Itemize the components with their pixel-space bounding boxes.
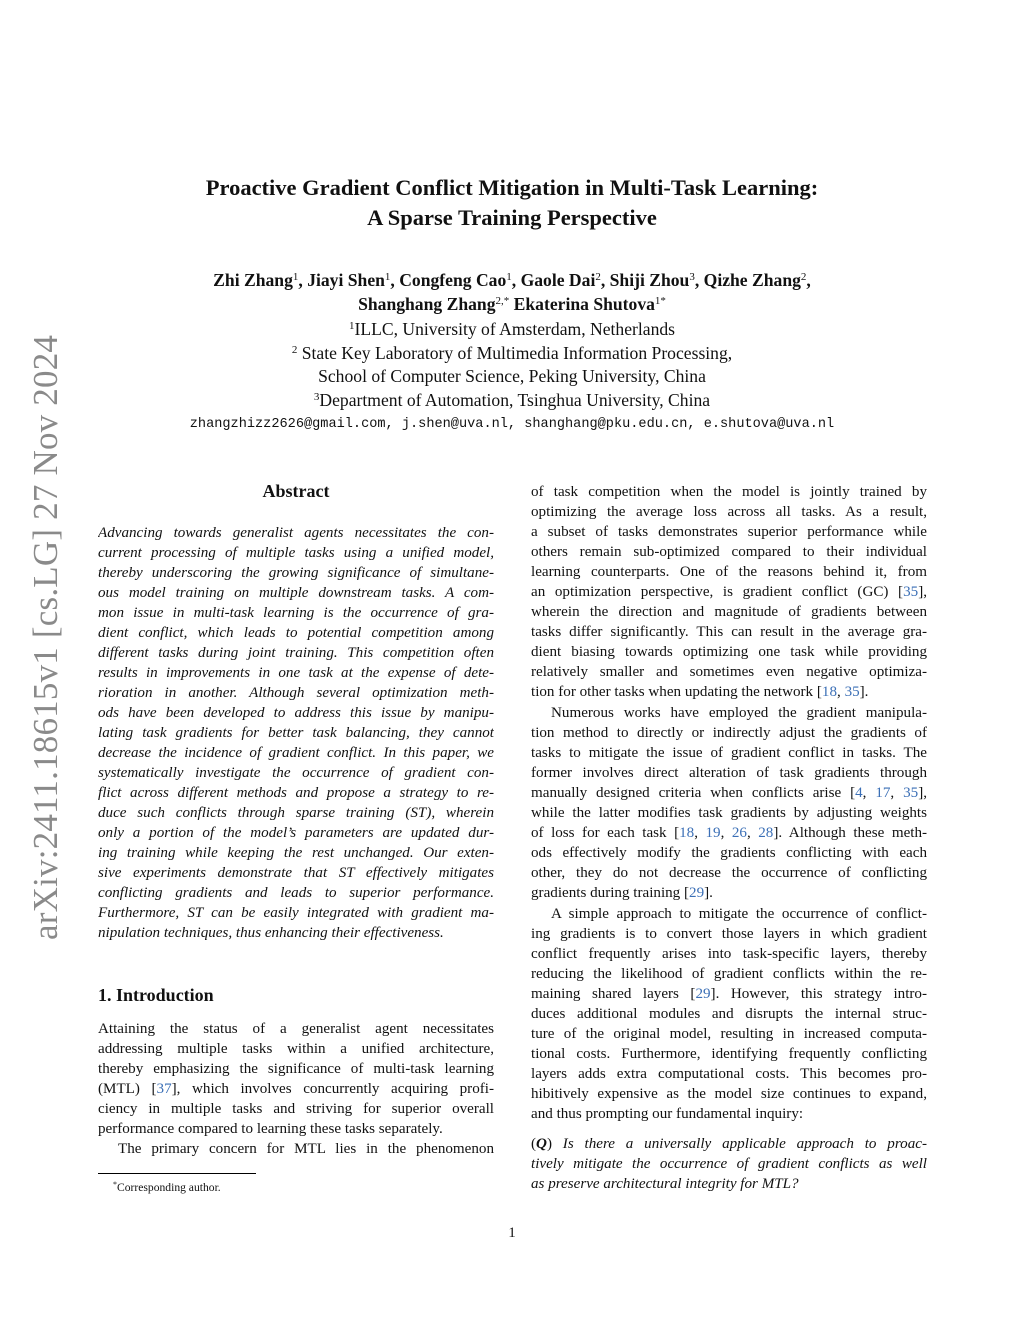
footnote — [113, 1177, 221, 1196]
text-line: results in improvements in one task at the expense of dete- — [98, 665, 494, 681]
author-name: Congfeng Cao — [399, 270, 507, 290]
text-line: gradients during training [29]. — [531, 885, 713, 901]
text-line: addressing multiple tasks within a unified architecture, — [98, 1041, 494, 1057]
page-number: 1 — [508, 1225, 516, 1241]
text-line: wherein the direction and magnitude of gradients between — [531, 604, 927, 620]
author-sep: , — [511, 270, 521, 290]
abstract-body — [98, 523, 494, 943]
text-line: nipulation techniques, thus enhancing their effectiveness. — [98, 925, 444, 941]
text-line: sive experiments demonstrate that ST effectively mitigates — [98, 865, 494, 881]
author-name: Ekaterina Shutova — [513, 294, 655, 314]
author-affil-mark: 2 — [800, 271, 807, 283]
author-line-2 — [100, 292, 924, 316]
author-affil-mark: 3 — [689, 271, 695, 283]
affil-mark: 2 — [291, 343, 298, 356]
text-line: dient biasing towards optimizing one task while providing — [531, 644, 927, 660]
text-line: rioration in another. Although several optimization meth- — [98, 685, 494, 701]
title-line-2: A Sparse Training Perspective — [367, 205, 657, 230]
affiliation-1 — [100, 318, 924, 342]
affil-text: ILLC, University of Amsterdam, Netherlands — [354, 319, 676, 339]
text-line: ing training while keeping the rest unchanged. Our exten- — [98, 845, 494, 861]
citation-link[interactable]: 19 — [705, 825, 721, 841]
author-name: Shiji Zhou — [609, 270, 690, 290]
text-line: Advancing towards generalist agents necessitates the con- — [98, 525, 494, 541]
author-affil-mark: 1* — [654, 295, 666, 307]
text-line: different tasks during joint training. This competition often — [98, 645, 494, 661]
text-line: tasks differ significantly. This can result in the average gra- — [531, 624, 927, 640]
affiliation-3 — [100, 389, 924, 413]
text-line: ing gradients is to convert those layers in which gradient — [531, 926, 927, 942]
author-sep: , — [806, 270, 811, 290]
text-line: ods have been developed to address this issue by manipu- — [98, 705, 494, 721]
text-line: tion method to directly or indirectly adjust the gradients of — [531, 725, 927, 741]
question-line: tively mitigate the occurrence of gradient conflicts as well — [531, 1156, 927, 1172]
author-affil-mark: 1 — [292, 271, 299, 283]
footnote-rule — [98, 1173, 256, 1174]
text-line: mon issue in multi-task learning is the occurrence of gra- — [98, 605, 494, 621]
citation-link[interactable]: 29 — [695, 986, 711, 1002]
author-affil-mark: 2,* — [495, 295, 510, 307]
text-line: tional costs. Furthermore, identifying frequently conflicting — [531, 1046, 927, 1062]
text-line: other, they do not decrease the occurrence of conflicting — [531, 865, 927, 881]
text-line: of loss for each task [18, 19, 26, 28]. Although these meth- — [531, 825, 927, 841]
text-line: ciency in multiple tasks and striving for superior overall — [98, 1101, 494, 1117]
author-name: Jiayi Shen — [307, 270, 385, 290]
author-emails[interactable]: zhangzhizz2626@gmail.com, j.shen@uva.nl, shanghang@pku.edu.cn, e.shutova@uva.nl — [189, 417, 835, 432]
author-sep: , — [600, 270, 610, 290]
text-line: and thus prompting our fundamental inquiry: — [531, 1106, 804, 1122]
author-list — [100, 268, 924, 316]
text-line: tion for other tasks when updating the network [18, 35]. — [531, 684, 869, 700]
author-sep: , — [390, 270, 400, 290]
text-line: A simple approach to mitigate the occurrence of conflict- — [551, 906, 927, 922]
text-line: former involves direct alteration of task gradients through — [531, 765, 927, 781]
affil-mark: 1 — [348, 320, 355, 332]
text-line: hibitively expensive as the model size continues to expand, — [531, 1086, 927, 1102]
text-line: thereby emphasizing the significance of multi-task learning — [98, 1061, 494, 1077]
citation-link[interactable]: 4 — [855, 785, 863, 801]
text-line: optimizing the average loss across all tasks. As a result, — [531, 504, 927, 520]
author-sep: , — [694, 270, 704, 290]
footnote-mark: * — [113, 1180, 117, 1189]
text-line: Numerous works have employed the gradient manipula- — [551, 705, 927, 721]
text-line: conflict frequently arises into task-specific layers, thereby — [531, 946, 927, 962]
text-line: performance compared to learning these tasks separately. — [98, 1121, 443, 1137]
text-line: ous model training on multiple downstream tasks. A com- — [98, 585, 494, 601]
text-line: current processing of multiple tasks using a unified model, — [98, 545, 494, 561]
question-line: as preserve architectural integrity for MTL? — [531, 1176, 799, 1192]
citation-link[interactable]: 26 — [731, 825, 747, 841]
question-label: Q — [536, 1136, 547, 1152]
abstract-heading: Abstract — [262, 481, 330, 501]
citation-link[interactable]: 37 — [156, 1081, 172, 1097]
text-line: Furthermore, ST can be easily integrated with gradient ma- — [98, 905, 494, 921]
right-column-para-2 — [531, 703, 927, 903]
text-line: only a portion of the model’s parameters are updated dur- — [98, 825, 494, 841]
text-line: thereby underscoring the growing significance of simultane- — [98, 565, 494, 581]
intro-body — [98, 1019, 494, 1159]
affil-mark: 3 — [313, 391, 320, 404]
text-line: duce such conflicts through sparse training (ST), wherein — [98, 805, 494, 821]
research-question — [531, 1134, 927, 1194]
text-line: others remain sub-optimized compared to their individual — [531, 544, 927, 560]
intro-heading: 1. Introduction — [98, 985, 214, 1005]
author-name: Shanghang Zhang — [358, 294, 496, 314]
author-line-1 — [100, 268, 924, 292]
text-line: manually designed criteria when conflicts arise [4, 17, 35], — [531, 785, 927, 801]
affiliation-2-line-2: School of Computer Science, Peking University, China — [318, 366, 706, 387]
author-affil-mark: 1 — [506, 271, 512, 283]
text-line: layers adds extra computational costs. This becomes pro- — [531, 1066, 927, 1082]
text-line: learning counterparts. One of the reasons behind it, from — [531, 564, 927, 580]
text-line: systematically investigate the occurrence of gradient con- — [98, 765, 494, 781]
question-line: (Q) Is there a universally applicable approach to proac- — [531, 1136, 927, 1152]
text-line: (MTL) [37], which involves concurrently acquiring profi- — [98, 1081, 494, 1097]
text-line: decrease the incidence of gradient conflict. In this paper, we — [98, 745, 494, 761]
arxiv-watermark: arXiv:2411.18615v1 [cs.LG] 27 Nov 2024 — [26, 334, 65, 940]
affiliation-2 — [100, 342, 924, 366]
text-line: tasks to mitigate the issue of gradient conflict in tasks. The — [531, 745, 927, 761]
text-line: duces additional modules and disrupts the internal struc- — [531, 1006, 927, 1022]
affiliations — [100, 318, 924, 413]
text-line: a subset of tasks demonstrates superior performance while — [531, 524, 927, 540]
author-affil-mark: 2 — [595, 271, 601, 283]
text-line: The primary concern for MTL lies in the phenomenon — [118, 1141, 494, 1157]
affil-text: Department of Automation, Tsinghua University, China — [319, 390, 711, 411]
citation-link[interactable]: 35 — [903, 584, 919, 600]
author-name: Zhi Zhang — [213, 270, 293, 290]
citation-link[interactable]: 28 — [758, 825, 774, 841]
text-line: lating task gradients for better task balancing, they cannot — [98, 725, 494, 741]
text-line: flict across different methods and propose a strategy to re- — [98, 785, 494, 801]
footnote-text: Corresponding author. — [117, 1181, 221, 1194]
citation-link[interactable]: 35 — [903, 785, 919, 801]
text-line: relatively smaller and sometimes even negative optimiza- — [531, 664, 927, 680]
citation-link[interactable]: 18 — [821, 684, 838, 700]
right-column-para-3 — [531, 904, 927, 1124]
text-line: an optimization perspective, is gradient conflict (GC) [35], — [531, 584, 927, 600]
text-line: dient conflict, which leads to potential competition among — [98, 625, 494, 641]
text-line: of task competition when the model is jointly trained by — [531, 484, 927, 500]
text-line: ture of the original model, resulting in increased computa- — [531, 1026, 927, 1042]
citation-link[interactable]: 17 — [875, 785, 891, 801]
affil-text: State Key Laboratory of Multimedia Information Processing, — [297, 342, 733, 363]
text-line: maining shared layers [29]. However, this strategy intro- — [531, 986, 927, 1002]
author-name: Gaole Dai — [520, 270, 596, 290]
citation-link[interactable]: 29 — [689, 885, 705, 901]
author-name: Qizhe Zhang — [703, 270, 801, 290]
text-line: conflicting gradients and leads to superior performance. — [98, 885, 494, 901]
text-line: Attaining the status of a generalist agent necessitates — [98, 1021, 494, 1037]
text-line: reducing the likelihood of gradient conflicts within the re- — [531, 966, 927, 982]
author-sep: , — [298, 270, 308, 290]
text-line: ods effectively modify the gradients conflicting with each — [531, 845, 927, 861]
text-line: while the latter modifies task gradients by adjusting weights — [531, 805, 927, 821]
title-line-1: Proactive Gradient Conflict Mitigation in Multi-Task Learning: — [205, 175, 819, 200]
author-affil-mark: 1 — [384, 271, 391, 283]
right-column-para-1 — [531, 482, 927, 702]
citation-link[interactable]: 18 — [679, 825, 695, 841]
citation-link[interactable]: 35 — [844, 684, 860, 700]
paper-title — [100, 173, 924, 233]
